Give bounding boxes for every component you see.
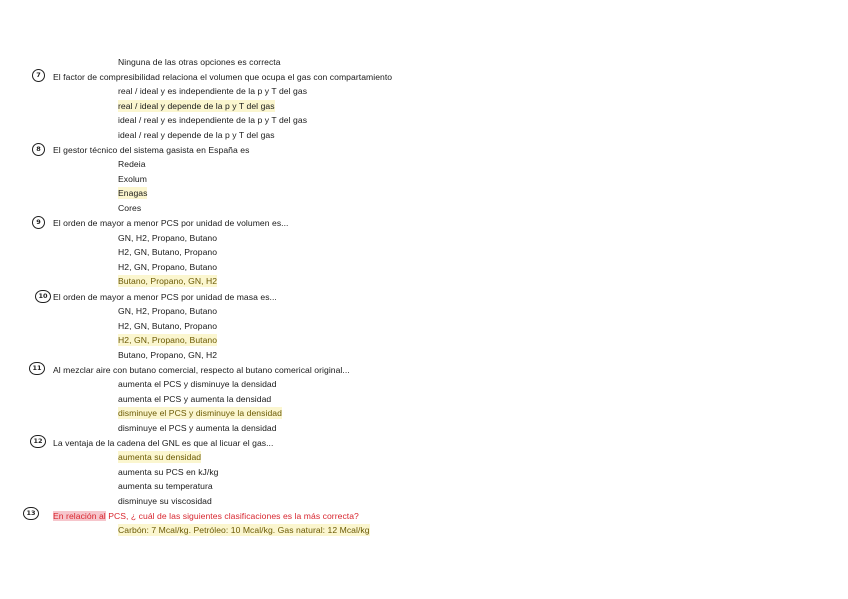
highlighted-answer: Enagas bbox=[118, 188, 148, 198]
question-text: El gestor técnico del sistema gasista en España es bbox=[53, 145, 250, 155]
handwritten-number-mark: 7 bbox=[32, 69, 45, 82]
question-text: Al mezclar aire con butano comercial, respecto al butano comerical original... bbox=[53, 365, 350, 375]
option-text: aumenta el PCS y disminuye la densidad bbox=[118, 379, 277, 389]
option-text: real / ideal y es independiente de la p y T del gas bbox=[118, 86, 308, 96]
handwritten-number-mark: 11 bbox=[29, 362, 45, 375]
question-text: El orden de mayor a menor PCS por unidad de masa es... bbox=[53, 292, 277, 302]
question-text: La ventaja de la cadena del GNL es que al licuar el gas... bbox=[53, 438, 274, 448]
highlighted-answer: Butano, Propano, GN, H2 bbox=[118, 276, 218, 286]
option-text: ideal / real y depende de la p y T del gas bbox=[118, 130, 275, 140]
option-text: aumenta su temperatura bbox=[118, 481, 213, 491]
option-text: H2, GN, Butano, Propano bbox=[118, 247, 218, 257]
question-text: El orden de mayor a menor PCS por unidad de volumen es... bbox=[53, 218, 289, 228]
option-text: H2, GN, Butano, Propano bbox=[118, 321, 218, 331]
handwritten-number-mark: 13 bbox=[23, 507, 39, 520]
highlighted-answer: Carbón: 7 Mcal/kg. Petróleo: 10 Mcal/kg. Gas natural: 12 Mcal/kg bbox=[118, 525, 370, 535]
handwritten-number-mark: 8 bbox=[32, 143, 45, 156]
option-text: GN, H2, Propano, Butano bbox=[118, 233, 218, 243]
question-text-rest: PCS, ¿ cuál de las siguientes clasificaciones es la más correcta? bbox=[105, 511, 359, 521]
handwritten-number-mark: 10 bbox=[35, 290, 51, 303]
option-text: Cores bbox=[118, 203, 142, 213]
option-text: ideal / real y es independiente de la p y T del gas bbox=[118, 115, 308, 125]
option-text: Exolum bbox=[118, 174, 147, 184]
highlighted-answer: H2, GN, Propano, Butano bbox=[118, 335, 218, 345]
option-text: Butano, Propano, GN, H2 bbox=[118, 350, 218, 360]
option-text: disminuye su viscosidad bbox=[118, 496, 212, 506]
option-text: Redeia bbox=[118, 159, 146, 169]
highlighted-answer: disminuye el PCS y disminuye la densidad bbox=[118, 408, 282, 418]
option-text: aumenta su PCS en kJ/kg bbox=[118, 467, 219, 477]
question-text: El factor de compresibilidad relaciona el volumen que ocupa el gas con compartamiento bbox=[53, 72, 393, 82]
option-text: disminuye el PCS y aumenta la densidad bbox=[118, 423, 277, 433]
option-text: Ninguna de las otras opciones es correcta bbox=[118, 57, 281, 67]
question-text-red bbox=[53, 510, 359, 522]
highlighted-answer: real / ideal y depende de la p y T del gas bbox=[118, 101, 275, 111]
handwritten-number-mark: 9 bbox=[32, 216, 45, 229]
handwritten-number-mark: 12 bbox=[30, 435, 46, 448]
highlighted-answer: aumenta su densidad bbox=[118, 452, 202, 462]
option-text: GN, H2, Propano, Butano bbox=[118, 306, 218, 316]
red-highlight-span: En relación al bbox=[53, 511, 106, 521]
option-text: H2, GN, Propano, Butano bbox=[118, 262, 218, 272]
option-text: aumenta el PCS y aumenta la densidad bbox=[118, 394, 272, 404]
